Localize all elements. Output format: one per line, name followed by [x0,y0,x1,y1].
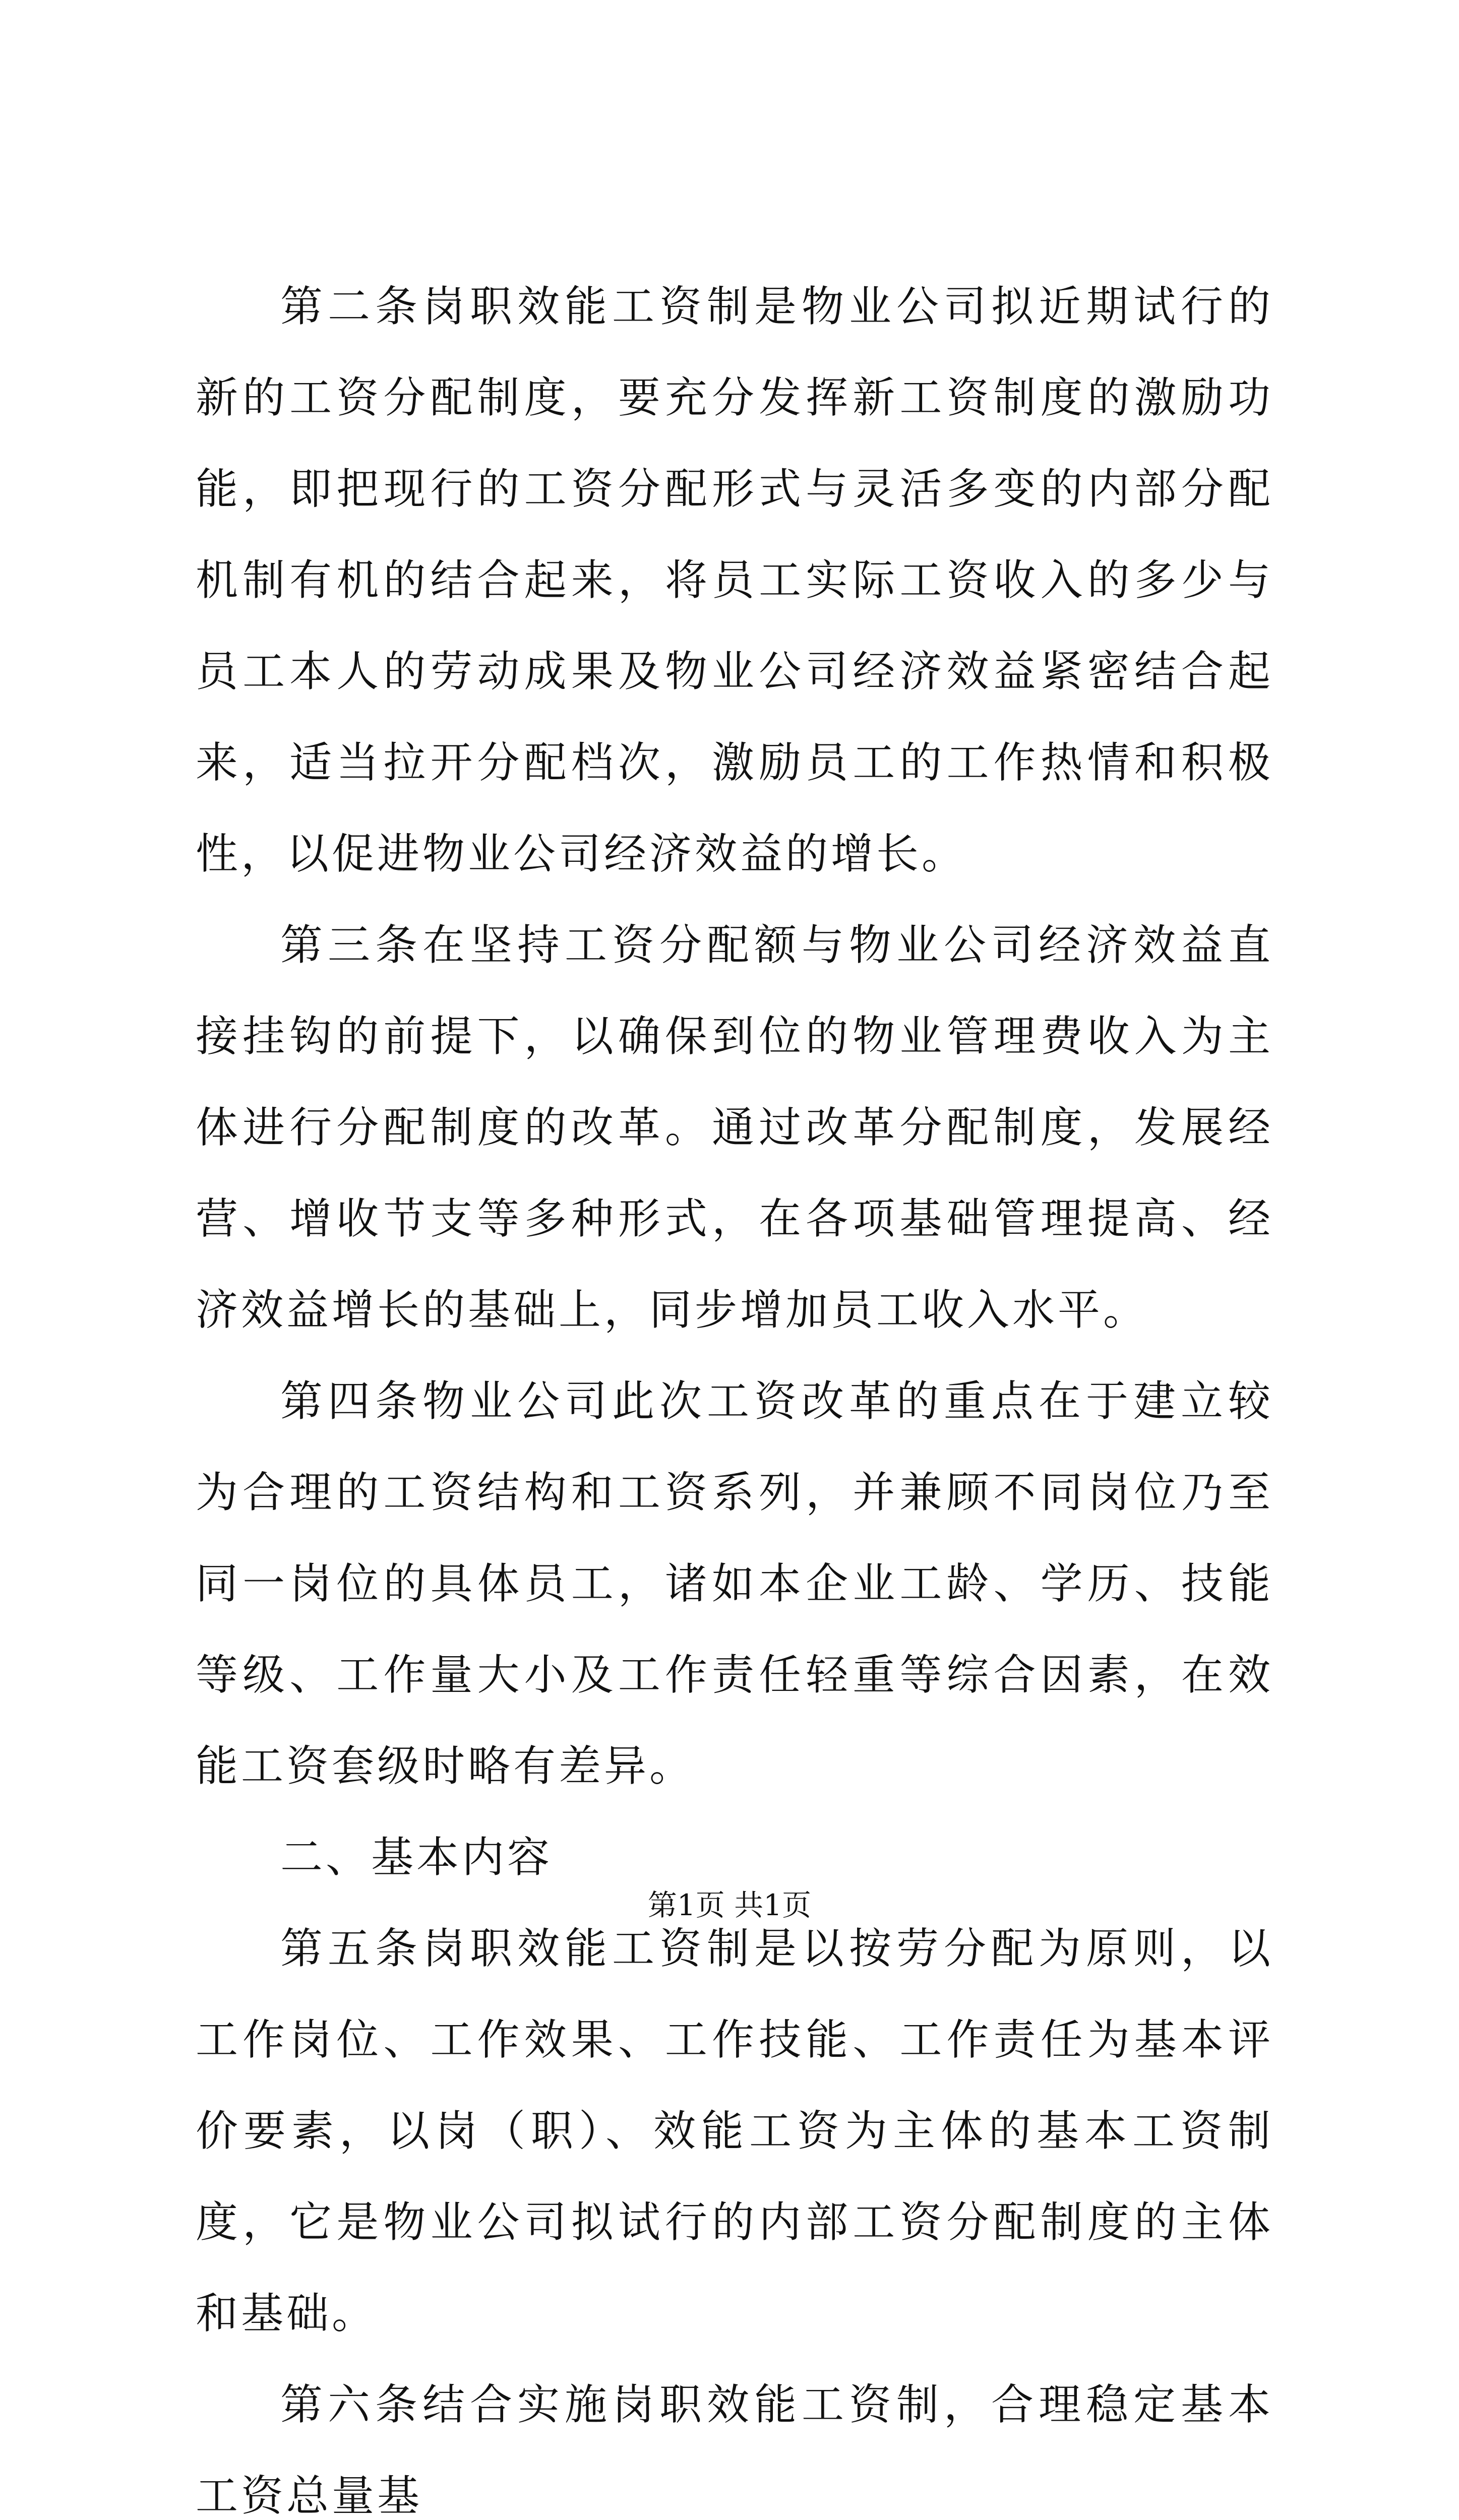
paragraph-article-5: 第五条岗职效能工资制是以按劳分配为原则，以工作岗位、工作效果、工作技能、工作责任为基本评价要素，以岗（职）、效能工资为主体的基本工资制度，它是物业公司拟试行的内部工资分配制度的主体和基础。 [196,1924,1273,2338]
paragraph-article-4: 第四条物业公司此次工资改革的重点在于建立较为合理的工资结构和工资系列，并兼顾不同岗位乃至同一岗位的具体员工，诸如本企业工龄、学历、技能等级、工作量大小及工作责任轻重等综合因素，在效能工资套级时略有差异。 [196,1376,1273,1791]
section-heading-basic-content: 二、基本内容 [280,1833,553,1882]
paragraph-article-3: 第三条在坚持工资分配额与物业公司经济效益直接挂钩的前提下，以确保到位的物业管理费收入为主体进行分配制度的改革。通过改革分配制度，发展经营、增收节支等多种形式，在各项基础管理提高、经济效益增长的基础上，同步增加员工收入水平。 [196,920,1273,1335]
document-body [196,261,1273,2520]
page-number-footer: 第1页 共1页 [647,1888,812,1922]
paragraph-article-6: 第六条结合实施岗职效能工资制，合理稳定基本工资总量基 [196,2380,1273,2520]
paragraph-article-2: 第二条岗职效能工资制是物业公司拟近期试行的新的工资分配制度，要充分发挥新工资制度的激励功能，即把现行的工资分配形式与灵活多变的内部分配机制有机的结合起来，将员工实际工资收入的多少与员工本人的劳动成果及物业公司经济效益紧密结合起来，适当拉开分配档次，激励员工的工作热情和积极性，以促进物业公司经济效益的增长。 [196,282,1273,878]
